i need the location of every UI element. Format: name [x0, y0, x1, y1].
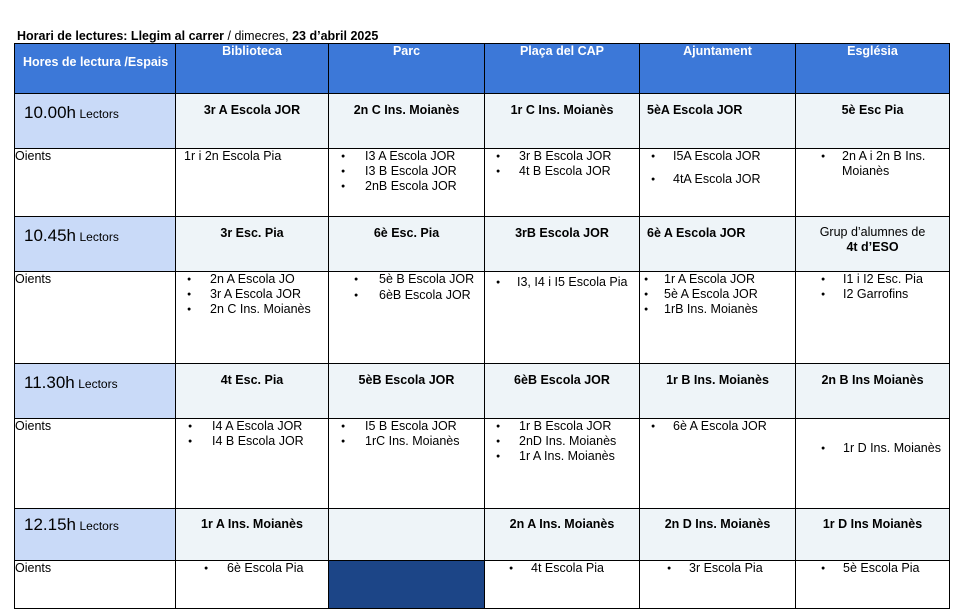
oients-list: [796, 149, 949, 179]
oients-cell: [640, 561, 796, 609]
oients-cell: [176, 419, 329, 509]
list-item: ● I3, I4 i I5 Escola Pia: [485, 275, 639, 290]
oients-list: [640, 419, 795, 434]
list-item: ● 1rB Ins. Moianès: [640, 302, 795, 317]
time-slot-1130: [15, 364, 176, 419]
lectors-cell: 3rB Escola JOR: [485, 217, 640, 272]
lectors-cell: 2n D Ins. Moianès: [640, 509, 796, 561]
oients-label: Oients: [15, 272, 176, 364]
list-item: ● I5A Escola JOR: [640, 149, 795, 164]
list-item: ● 1r D Ins. Moianès: [796, 441, 949, 456]
lectors-cell: 2n B Ins Moianès: [796, 364, 950, 419]
oients-list: [796, 441, 949, 456]
lectors-text: Grup d’alumnes de: [819, 225, 926, 239]
list-item: ● 6è A Escola JOR: [640, 419, 795, 434]
lectors-cell: 2n A Ins. Moianès: [485, 509, 640, 561]
list-item: ● 6èB Escola JOR: [329, 288, 484, 303]
header-ajuntament: Ajuntament: [640, 44, 796, 94]
lectors-cell: [796, 217, 950, 272]
oients-cell: [485, 149, 640, 217]
header-placa-cap: Plaça del CAP: [485, 44, 640, 94]
list-item: ● 5è Escola Pia: [796, 561, 949, 576]
oients-cell: [329, 419, 485, 509]
lectors-label: Lectors: [78, 377, 118, 391]
time-value: 10.45h: [24, 226, 76, 245]
time-value: 11.30h: [24, 373, 75, 392]
list-item: ● 1rC Ins. Moianès: [329, 434, 484, 449]
list-item: ● I5 B Escola JOR: [329, 419, 484, 434]
lectors-cell: 6èB Escola JOR: [485, 364, 640, 419]
oients-label: Oients: [15, 149, 176, 217]
list-item: ● I1 i I2 Esc. Pia: [796, 272, 949, 287]
oients-cell: [485, 419, 640, 509]
oients-list: [176, 561, 328, 576]
oients-list: [640, 149, 795, 187]
list-item: ● 4t Escola Pia: [485, 561, 639, 576]
list-item: ● I2 Garrofins: [796, 287, 949, 302]
lectors-cell: 5èB Escola JOR: [329, 364, 485, 419]
oients-list: [485, 149, 639, 179]
list-item: ● 2nB Escola JOR: [329, 179, 484, 194]
title-date: 23 d’abril 2025: [292, 29, 379, 43]
oients-cell: [176, 149, 329, 217]
oients-list: [640, 561, 795, 576]
list-item: ● 4t B Escola JOR: [485, 164, 639, 179]
oients-cell: [485, 561, 640, 609]
list-item: ● 5è B Escola JOR: [329, 272, 484, 287]
lectors-cell: 6è Esc. Pia: [329, 217, 485, 272]
oients-label: Oients: [15, 419, 176, 509]
list-item: ● 2n C Ins. Moianès: [176, 302, 328, 317]
list-item: ● 5è A Escola JOR: [640, 287, 795, 302]
lectors-cell: 1r C Ins. Moianès: [485, 94, 640, 149]
list-item: ● 3r Escola Pia: [640, 561, 795, 576]
oients-list: [485, 561, 639, 576]
oients-cell: [329, 149, 485, 217]
oients-list: [329, 419, 484, 449]
lectors-cell: 5èA Escola JOR: [640, 94, 796, 149]
list-item: ● 4tA Escola JOR: [640, 172, 795, 187]
list-item: ● 1r B Escola JOR: [485, 419, 639, 434]
oients-cell: [485, 272, 640, 364]
lectors-cell: 1r D Ins Moianès: [796, 509, 950, 561]
oients-cell: [640, 149, 796, 217]
document-title: [17, 29, 378, 43]
lectors-cell: 3r A Escola JOR: [176, 94, 329, 149]
lectors-cell: 1r B Ins. Moianès: [640, 364, 796, 419]
list-item: ● 1r A Escola JOR: [640, 272, 795, 287]
oients-cell: [176, 561, 329, 609]
lectors-label: Lectors: [79, 107, 119, 121]
oients-cell: [176, 272, 329, 364]
list-item: ● 2n A Escola JO: [176, 272, 328, 287]
oients-label: Oients: [15, 561, 176, 609]
empty-slot: [329, 561, 485, 609]
time-value: 12.15h: [24, 515, 76, 534]
oients-cell: [796, 419, 950, 509]
time-value: 10.00h: [24, 103, 76, 122]
oients-cell: [329, 272, 485, 364]
time-slot-1045: [15, 217, 176, 272]
empty-slot: [329, 509, 485, 561]
list-item: ● 2n A i 2n B Ins. Moianès: [796, 149, 949, 179]
schedule-table: [14, 43, 950, 609]
oients-list: [176, 419, 328, 449]
oients-list: [329, 149, 484, 194]
lectors-cell: 5è Esc Pia: [796, 94, 950, 149]
lectors-label: Lectors: [79, 230, 119, 244]
header-parc: Parc: [329, 44, 485, 94]
header-biblioteca: Biblioteca: [176, 44, 329, 94]
oients-cell: [796, 272, 950, 364]
lectors-cell: 1r A Ins. Moianès: [176, 509, 329, 561]
oients-list: [796, 561, 949, 576]
lectors-label: Lectors: [79, 519, 119, 533]
lectors-cell: 2n C Ins. Moianès: [329, 94, 485, 149]
lectors-cell: 4t Esc. Pia: [176, 364, 329, 419]
lectors-cell: 6è A Escola JOR: [640, 217, 796, 272]
time-slot-1000: [15, 94, 176, 149]
lectors-text-bold: 4t d’ESO: [846, 240, 899, 254]
lectors-cell: 3r Esc. Pia: [176, 217, 329, 272]
oients-list: [796, 272, 949, 302]
list-item: ● I3 A Escola JOR: [329, 149, 484, 164]
oients-list: [485, 419, 639, 464]
title-prefix: Horari de lectures: Llegim al carrer: [17, 29, 225, 43]
oients-cell: [640, 419, 796, 509]
list-item: ● 3r A Escola JOR: [176, 287, 328, 302]
oients-list: [176, 272, 328, 317]
list-item: ● I4 B Escola JOR: [176, 434, 328, 449]
list-item: ● 6è Escola Pia: [176, 561, 328, 576]
list-item: ● 1r A Ins. Moianès: [485, 449, 639, 464]
oients-cell: [796, 149, 950, 217]
oients-text: 1r i 2n Escola Pia: [184, 149, 282, 163]
time-slot-1215: [15, 509, 176, 561]
title-sep: / dimecres,: [224, 29, 293, 43]
list-item: ● 3r B Escola JOR: [485, 149, 639, 164]
header-hours-spaces: Hores de lectura /Espais: [15, 44, 176, 94]
oients-list: [640, 272, 795, 317]
oients-list: [485, 275, 639, 290]
oients-cell: [640, 272, 796, 364]
list-item: ● 2nD Ins. Moianès: [485, 434, 639, 449]
oients-list: [329, 272, 484, 303]
oients-cell: [796, 561, 950, 609]
header-esglesia: Església: [796, 44, 950, 94]
list-item: ● I4 A Escola JOR: [176, 419, 328, 434]
list-item: ● I3 B Escola JOR: [329, 164, 484, 179]
